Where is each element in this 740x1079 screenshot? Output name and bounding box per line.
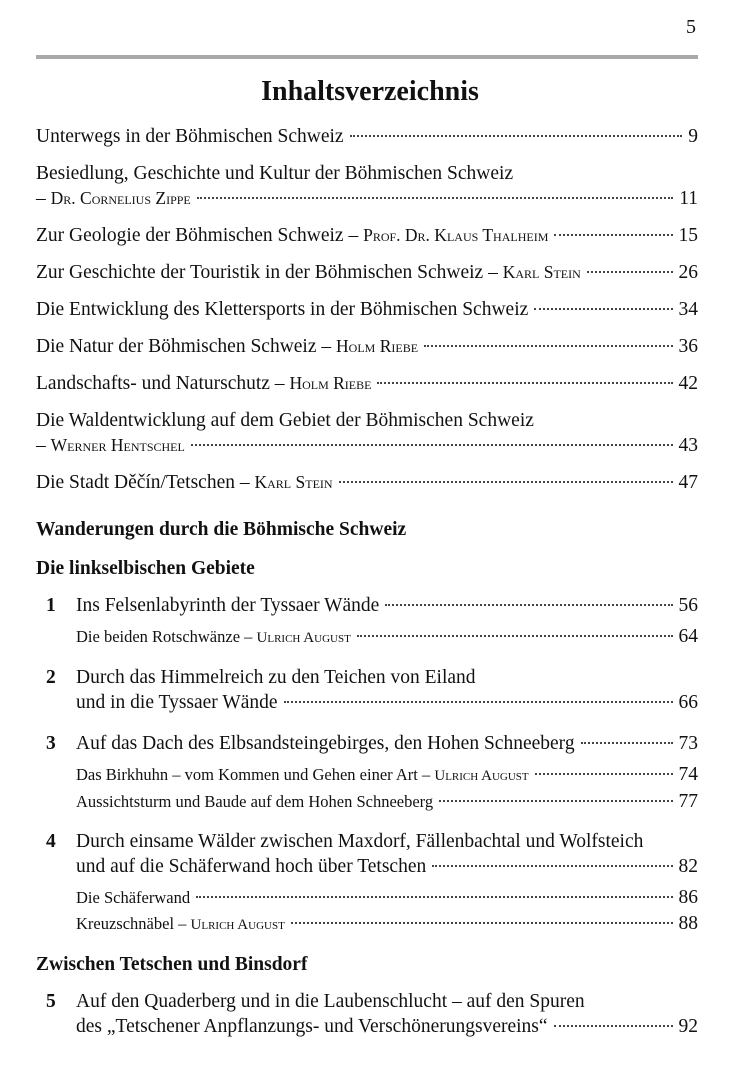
toc-subentry[interactable] xyxy=(76,887,698,909)
leader-dots xyxy=(587,271,673,273)
toc-author: Ulrich August xyxy=(256,630,351,646)
toc-entry[interactable] xyxy=(36,297,698,322)
toc-entry-title: Durch einsame Wälder zwischen Maxdorf, Fällenbachtal und Wolfsteich xyxy=(76,831,644,852)
toc-author: Ulrich August xyxy=(434,768,529,784)
toc-entry-title: Ins Felsenlabyrinth der Tyssaer Wände xyxy=(76,595,380,616)
toc-entry[interactable] xyxy=(36,223,698,248)
tour-number: 3 xyxy=(46,733,56,754)
toc-entry[interactable] xyxy=(36,334,698,359)
toc-page-number: 42 xyxy=(678,373,698,394)
leader-dots xyxy=(357,635,673,637)
toc-page-number: 26 xyxy=(678,262,698,283)
toc-entry-title: Zur Geschichte der Touristik in der Böhmischen Schweiz – xyxy=(36,262,503,283)
toc-page-number: 36 xyxy=(678,336,698,357)
toc-page-number: 47 xyxy=(678,472,698,493)
tour-number: 2 xyxy=(46,667,56,688)
toc-author: Werner Hentschel xyxy=(50,435,185,455)
toc-page-number: 88 xyxy=(678,913,698,934)
toc-page-number: 92 xyxy=(678,1016,698,1037)
toc-entry[interactable] xyxy=(36,371,698,396)
leader-dots xyxy=(339,481,673,483)
toc-tour-entry[interactable] xyxy=(36,593,698,618)
toc-page-number: 56 xyxy=(678,595,698,616)
leader-dots xyxy=(350,135,683,137)
toc-entry[interactable] xyxy=(36,124,698,149)
toc-page-number: 15 xyxy=(678,225,698,246)
toc-page-number: 74 xyxy=(678,764,698,785)
toc-entry-title: Durch das Himmelreich zu den Teichen von Eiland xyxy=(76,667,476,688)
toc-page-number: 9 xyxy=(688,126,698,147)
toc-subentry-title: Aussichtsturm und Baude auf dem Hohen Schneeberg xyxy=(76,792,434,811)
toc-entry-title-cont: des „Tetschener Anpflanzungs- und Verschönerungsvereins“ xyxy=(76,1016,548,1037)
toc-page-number: 43 xyxy=(678,435,698,456)
leader-dots xyxy=(424,345,672,347)
toc-subentry[interactable] xyxy=(76,626,698,649)
leader-dots xyxy=(377,382,672,384)
toc-entry-title: Landschafts- und Naturschutz – xyxy=(36,373,290,394)
toc-tour-entry[interactable] xyxy=(36,829,698,879)
region-heading: Die linkselbischen Gebiete xyxy=(36,558,255,579)
toc-subentry[interactable] xyxy=(76,791,698,813)
toc-page-number: 73 xyxy=(678,733,698,754)
toc-entry-title: Die Stadt Děčín/Tetschen – xyxy=(36,472,255,493)
toc-tour-entry[interactable] xyxy=(36,989,698,1039)
toc-entry-title: Auf den Quaderberg und in die Laubenschlucht – auf den Spuren xyxy=(76,991,585,1012)
toc-entry[interactable] xyxy=(36,470,698,495)
toc-entry[interactable] xyxy=(36,260,698,285)
header-rule xyxy=(36,55,698,59)
tour-number: 4 xyxy=(46,831,56,852)
page-title: Inhaltsverzeichnis xyxy=(261,76,479,107)
leader-dots xyxy=(291,922,673,924)
toc-subentry-title: Die Schäferwand xyxy=(76,888,191,907)
section-heading: Wanderungen durch die Böhmische Schweiz xyxy=(36,519,407,540)
toc-entry-title: Besiedlung, Geschichte und Kultur der Böhmischen Schweiz xyxy=(36,163,514,184)
toc-page-number: 64 xyxy=(678,626,698,647)
leader-dots xyxy=(191,444,673,446)
toc-author: Holm Riebe xyxy=(289,373,372,393)
toc-subentry-title: Die beiden Rotschwänze – xyxy=(76,627,257,646)
leader-dots xyxy=(581,742,673,744)
toc-tour-entry[interactable] xyxy=(36,665,698,715)
toc-entry[interactable] xyxy=(36,161,698,211)
leader-dots xyxy=(196,896,672,898)
toc-page-number: 11 xyxy=(679,188,698,209)
leader-dots xyxy=(534,308,672,310)
leader-dots xyxy=(197,197,673,199)
toc-entry-title-cont: und in die Tyssaer Wände xyxy=(76,692,278,713)
tour-number: 5 xyxy=(46,991,56,1012)
toc-entry-title: Die Natur der Böhmischen Schweiz – xyxy=(36,336,337,357)
toc-entry-title: Zur Geologie der Böhmischen Schweiz – xyxy=(36,225,364,246)
toc-author: Ulrich August xyxy=(190,917,285,933)
toc-page-number: 77 xyxy=(678,791,698,812)
dash: – xyxy=(36,188,51,209)
leader-dots xyxy=(385,604,672,606)
leader-dots xyxy=(535,773,673,775)
toc-page-number: 86 xyxy=(678,887,698,908)
leader-dots xyxy=(432,865,672,867)
leader-dots xyxy=(554,1025,673,1027)
tour-number: 1 xyxy=(46,595,56,616)
toc-entry-title: Auf das Dach des Elbsandsteingebirges, den Hohen Schneeberg xyxy=(76,733,575,754)
toc-page-number: 66 xyxy=(678,692,698,713)
dash: – xyxy=(36,435,51,456)
toc-subentry-title: Kreuzschnäbel – xyxy=(76,914,191,933)
region-heading: Zwischen Tetschen und Binsdorf xyxy=(36,954,308,975)
toc-entry-title: Unterwegs in der Böhmischen Schweiz xyxy=(36,126,344,147)
toc-entry-title: Die Waldentwicklung auf dem Gebiet der Böhmischen Schweiz xyxy=(36,410,534,431)
page-number: 5 xyxy=(686,16,696,38)
table-of-contents xyxy=(36,124,698,1051)
toc-entry-title-cont: und auf die Schäferwand hoch über Tetschen xyxy=(76,856,427,877)
toc-subentry[interactable] xyxy=(76,913,698,936)
leader-dots xyxy=(284,701,673,703)
toc-author: Prof. Dr. Klaus Thalheim xyxy=(363,225,549,245)
toc-subentry[interactable] xyxy=(76,764,698,787)
toc-author: Dr. Cornelius Zippe xyxy=(50,188,191,208)
toc-author: Holm Riebe xyxy=(336,336,419,356)
toc-page-number: 34 xyxy=(678,299,698,320)
toc-author: Karl Stein xyxy=(502,262,581,282)
toc-subentry-title: Das Birkhuhn – vom Kommen und Gehen einer Art – xyxy=(76,765,435,784)
toc-entry[interactable] xyxy=(36,408,698,458)
leader-dots xyxy=(554,234,672,236)
toc-tour-entry[interactable] xyxy=(36,731,698,756)
toc-author: Karl Stein xyxy=(254,472,333,492)
leader-dots xyxy=(439,800,672,802)
toc-entry-title: Die Entwicklung des Klettersports in der Böhmischen Schweiz xyxy=(36,299,529,320)
toc-page-number: 82 xyxy=(678,856,698,877)
